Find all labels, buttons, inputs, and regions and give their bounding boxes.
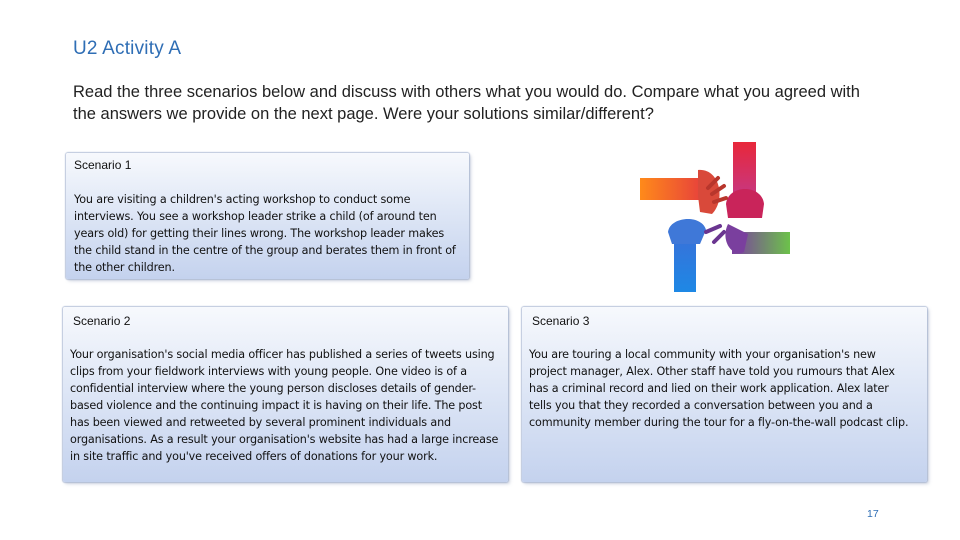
bottom-hand xyxy=(668,219,706,244)
helping-hands-illustration xyxy=(640,140,790,292)
scenario-2-card xyxy=(63,307,508,482)
scenario-2-heading: Scenario 2 xyxy=(73,314,131,328)
scenario-1-text: You are visiting a children's acting workshop to conduct some interviews. You see a workshop leader strike a child (of around ten years old) for getting their lines wrong. The workshop leader makes the child stand in the centre of the group and berates them in front of the other children. xyxy=(74,193,456,274)
scenario-3-heading: Scenario 3 xyxy=(532,314,590,328)
scenario-3-card xyxy=(522,307,927,482)
slide-title: U2 Activity A xyxy=(73,38,182,59)
left-arm xyxy=(640,178,700,200)
intro-paragraph: Read the three scenarios below and discuss with others what you would do. Compare what you agreed with the answers we provide on the next page. Were your solutions similar/different? xyxy=(73,83,860,123)
right-hand xyxy=(725,224,748,253)
scenario-2-text: Your organisation's social media officer has published a series of tweets using clips from your fieldwork interviews with young people. One video is of a confidential interview where the young person discloses details of gender-based violence and the continuing impact it is having on their life. The post has been viewed and retweeted by several prominent individuals and organisations. As a result your organisation's website has had a large increase in site traffic and you've received offers of donations for your work. xyxy=(70,348,499,463)
scenario-1-card xyxy=(66,153,469,279)
top-hand xyxy=(726,189,764,218)
page-number: 17 xyxy=(867,508,879,520)
scenario-1-heading: Scenario 1 xyxy=(74,158,132,172)
scenario-3-text: You are touring a local community with your organisation's new project manager, Alex. Other staff have told you rumours that Alex has a criminal record and lied on their work application. Alex later tells you that they recorded a conversation between you and a community member during the tour for a fly-on-the-wall podcast clip. xyxy=(529,348,909,429)
